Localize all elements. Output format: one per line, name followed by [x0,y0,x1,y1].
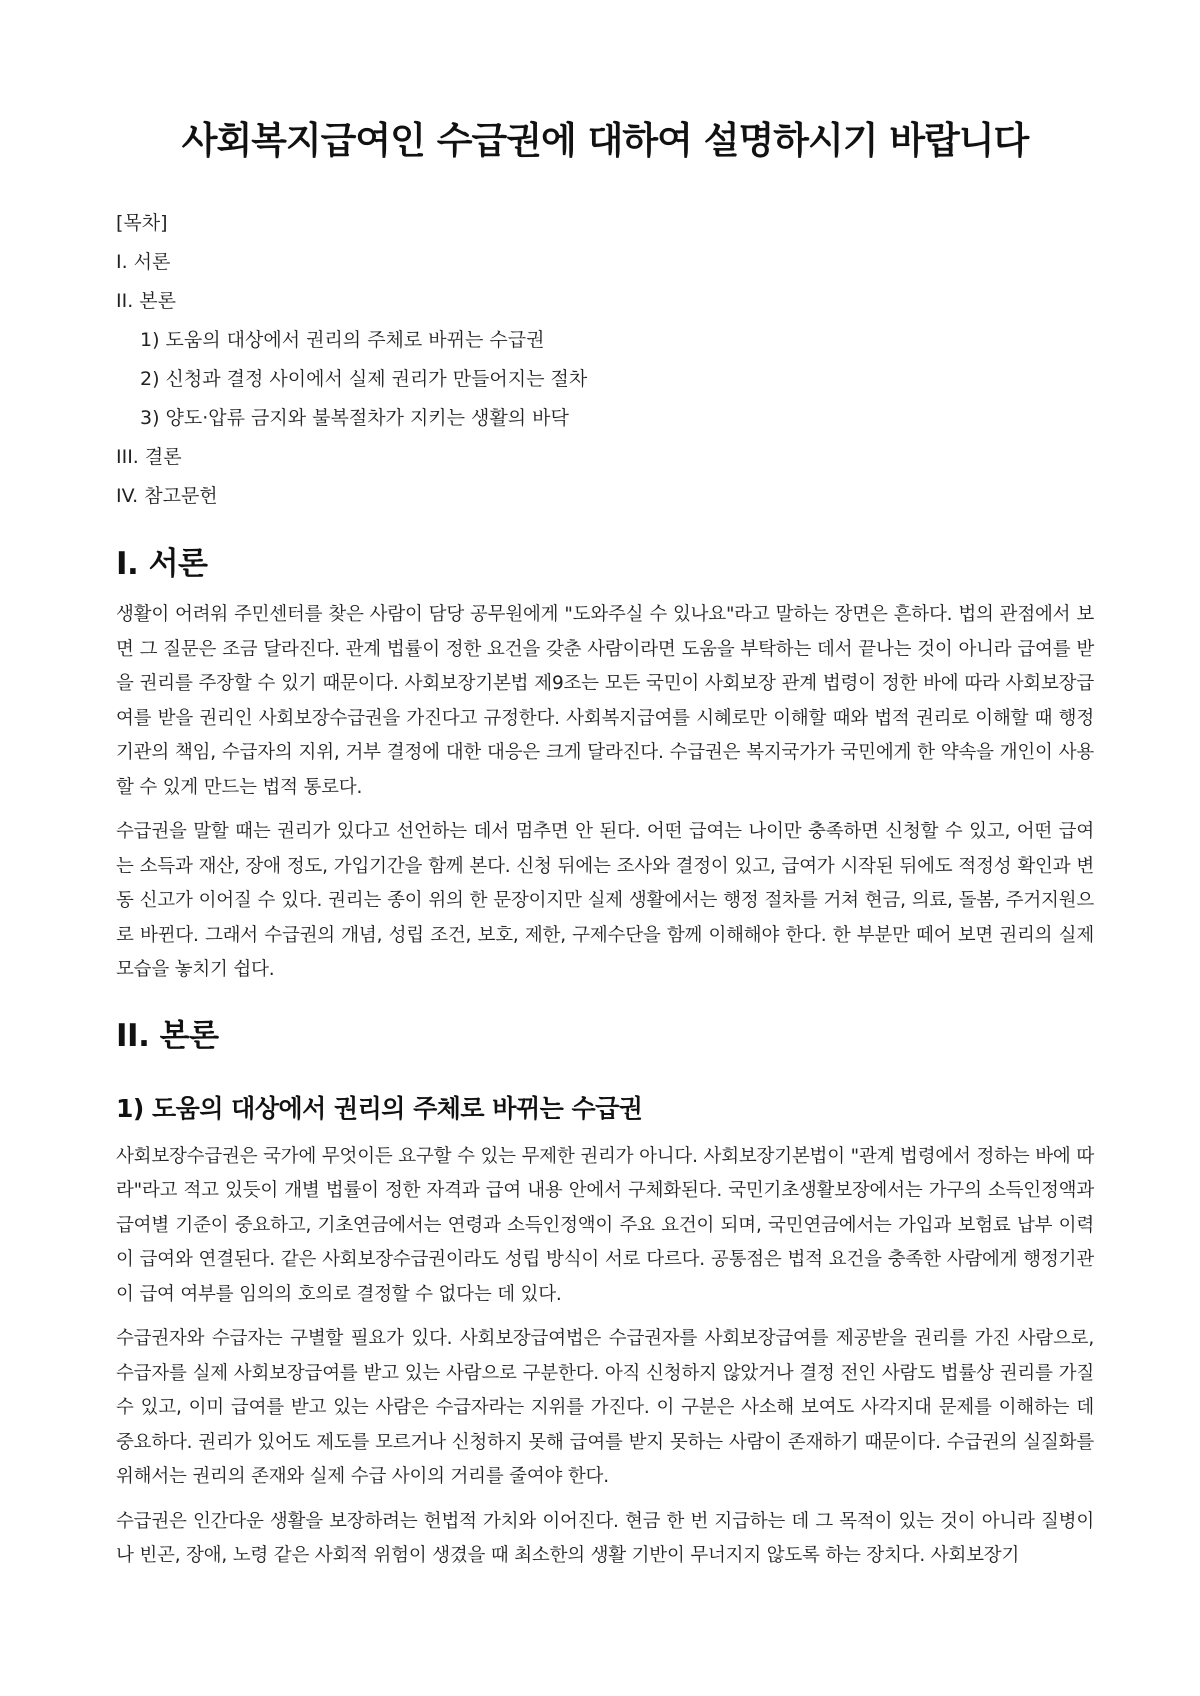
body-paragraph: 수급권은 인간다운 생활을 보장하려는 헌법적 가치와 이어진다. 현금 한 번 지급하는 데 그 목적이 있는 것이 아니라 질병이나 빈곤, 장애, 노령 같은 사회적 위험이 생겼을 때 최소한의 생활 기반이 무너지지 않도록 하는 장치다. 사회보장기 [116,1510,1094,1566]
toc-item: IV. 참고문헌 [116,485,218,507]
toc-subitem: 1) 도움의 대상에서 권리의 주체로 바뀌는 수급권 [140,329,545,351]
intro-section [116,544,1094,988]
intro-paragraph: 수급권을 말할 때는 권리가 있다고 선언하는 데서 멈추면 안 된다. 어떤 급여는 나이만 충족하면 신청할 수 있고, 어떤 급여는 소득과 재산, 장애 정도, 가입기간을 함께 본다. 신청 뒤에는 조사와 결정이 있고, 급여가 시작된 뒤에도 적정성 확인과 변동 신고가 이어질 수 있다. 권리는 종이 위의 한 문장이지만 실제 생활에서는 행정 절차를 거쳐 현금, 의료, 돌봄, 주거지원으로 바뀐다. 그래서 수급권의 개념, 성립 조건, 보호, 제한, 구제수단을 함께 이해해야 한다. 한 부분만 떼어 보면 권리의 실제 모습을 놓치기 쉽다. [116,821,1094,980]
toc-subitem: 3) 양도·압류 금지와 불복절차가 지키는 생활의 바닥 [140,407,569,429]
intro-heading: I. 서론 [116,546,208,582]
toc-item: II. 본론 [116,290,176,312]
toc-subitem: 2) 신청과 결정 사이에서 실제 권리가 만들어지는 절차 [140,368,588,390]
toc-item: I. 서론 [116,251,171,273]
body-paragraph: 사회보장수급권은 국가에 무엇이든 요구할 수 있는 무제한 권리가 아니다. 사회보장기본법이 "관계 법령에서 정하는 바에 따라"라고 적고 있듯이 개별 법률이 정한 자격과 급여 내용 안에서 구체화된다. 국민기초생활보장에서는 가구의 소득인정액과 급여별 기준이 중요하고, 기초연금에서는 연령과 소득인정액이 주요 요건이 되며, 국민연금에서는 가입과 보험료 납부 이력이 급여와 연결된다. 같은 사회보장수급권이라도 성립 방식이 서로 다르다. 공통점은 법적 요건을 충족한 사람에게 행정기관이 급여 여부를 임의의 호의로 결정할 수 없다는 데 있다. [116,1145,1094,1305]
body-heading: II. 본론 [116,1017,219,1054]
body-paragraph: 수급권자와 수급자는 구별할 필요가 있다. 사회보장급여법은 수급권자를 사회보장급여를 제공받을 권리를 가진 사람으로, 수급자를 실제 사회보장급여를 받고 있는 사람으로 구분한다. 아직 신청하지 않았거나 결정 전인 사람도 법률상 권리를 가질 수 있고, 이미 급여를 받고 있는 사람은 수급자라는 지위를 가진다. 이 구분은 사소해 보여도 사각지대 문제를 이해하는 데 중요하다. 권리가 있어도 제도를 모르거나 신청하지 못해 급여를 받지 못하는 사람이 존재하기 때문이다. 수급권의 실질화를 위해서는 권리의 존재와 실제 수급 사이의 거리를 줄여야 한다. [116,1328,1094,1487]
toc-heading: [목차] [116,212,168,234]
table-of-contents [116,204,1094,516]
body-section [116,1016,1094,1574]
intro-paragraph: 생활이 어려워 주민센터를 찾은 사람이 담당 공무원에게 "도와주실 수 있나요"라고 말하는 장면은 흔하다. 법의 관점에서 보면 그 질문은 조금 달라진다. 관계 법률이 정한 요건을 갖춘 사람이라면 도움을 부탁하는 데서 끝나는 것이 아니라 급여를 받을 권리를 주장할 수 있기 때문이다. 사회보장기본법 제9조는 모든 국민이 사회보장 관계 법령이 정한 바에 따라 사회보장급여를 받을 권리인 사회보장수급권을 가진다고 규정한다. 사회복지급여를 시혜로만 이해할 때와 법적 권리로 이해할 때 행정기관의 책임, 수급자의 지위, 거부 결정에 대한 대응은 크게 달라진다. 수급권은 복지국가가 국민에게 한 약속을 개인이 사용할 수 있게 만드는 법적 통로다. [116,604,1094,798]
toc-item: III. 결론 [116,446,182,468]
subsection-heading: 1) 도움의 대상에서 권리의 주체로 바뀌는 수급권 [116,1093,643,1123]
document-title: 사회복지급여인 수급권에 대하여 설명하시기 바랍니다 [181,119,1029,162]
